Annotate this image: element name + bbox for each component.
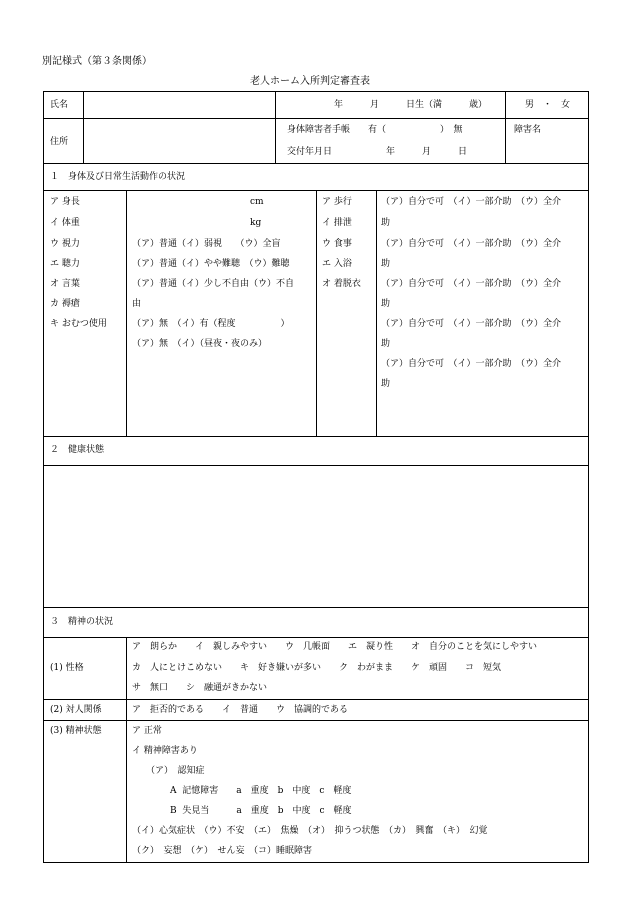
- rule: [43, 163, 588, 164]
- rule: [43, 720, 588, 721]
- adl-choice: （ア）自分で可 （イ）一部介助 （ウ）全介: [381, 319, 562, 329]
- rule: [505, 91, 506, 163]
- personality-options: カ 人にとけこめない キ 好き嫌いが多い ク わがまま ケ 頑固 コ 短気: [132, 663, 502, 673]
- name-label: 氏名: [50, 100, 69, 110]
- mental-normal: ア 正常: [132, 726, 162, 736]
- section2-heading: ２ 健康状態: [50, 445, 105, 455]
- adl-choice-cont: 助: [381, 379, 391, 389]
- mental-disorder: イ 精神障害あり: [132, 746, 198, 756]
- section1-heading: １ 身体及び日常生活動作の状況: [50, 172, 186, 182]
- personality-options: ア 朗らか イ 親しみやすい ウ 几帳面 エ 凝り性 オ 自分のことを気にしやすい: [132, 642, 538, 652]
- adl-choice: （ア）自分で可 （イ）一部介助 （ウ）全介: [381, 359, 562, 369]
- rule: [43, 607, 588, 608]
- weight-unit: kg: [250, 218, 262, 228]
- personality-label: (1) 性格: [50, 663, 84, 673]
- rule: [83, 91, 84, 163]
- body-item: キ おむつ使用: [50, 319, 107, 329]
- personality-options: サ 無口 シ 融通がきかない: [132, 683, 268, 693]
- adl-item: イ 排泄: [322, 218, 352, 228]
- address-label: 住所: [50, 137, 69, 147]
- mental-symptoms: （ク） 妄想 （ケ） せん妄 （コ）睡眠障害: [132, 846, 313, 856]
- rule: [316, 190, 317, 436]
- rule: [376, 190, 377, 436]
- diaper-options: （ア）無 （イ）（昼夜・夜のみ）: [132, 339, 268, 349]
- body-item: ア 身長: [50, 197, 80, 207]
- rule: [43, 91, 44, 863]
- disability-handbook: 身体障害者手帳 有（ ） 無: [287, 125, 463, 135]
- disability-name-label: 障害名: [514, 125, 542, 135]
- height-unit: cm: [250, 197, 264, 207]
- rule: [43, 862, 588, 863]
- mental-label: (3) 精神状態: [50, 726, 102, 736]
- adl-choice: （ア）自分で可 （イ）一部介助 （ウ）全介: [381, 239, 562, 249]
- rule: [43, 699, 588, 700]
- birth-date: 年 月 日生（満 歳）: [334, 100, 488, 110]
- form-label: 別記様式（第３条関係）: [42, 56, 152, 67]
- bedsore-options: （ア）無 （イ）有（程度 ）: [132, 319, 290, 329]
- rule: [126, 637, 127, 862]
- adl-item: ア 歩行: [322, 197, 352, 207]
- sex-field: 男 ・ 女: [525, 100, 571, 110]
- adl-choice-cont: 助: [381, 339, 391, 349]
- body-item: ウ 視力: [50, 239, 80, 249]
- rule: [275, 91, 276, 163]
- hearing-options: （ア）普通（イ）やや難聴 （ウ）難聴: [132, 259, 290, 269]
- rule: [43, 637, 588, 638]
- body-item: エ 聴力: [50, 259, 80, 269]
- adl-choice: （ア）自分で可 （イ）一部介助 （ウ）全介: [381, 279, 562, 289]
- body-item: カ 褥瘡: [50, 299, 80, 309]
- adl-choice-cont: 助: [381, 259, 391, 269]
- body-item: オ 言葉: [50, 279, 80, 289]
- relations-label: (2) 対人関係: [50, 705, 102, 715]
- adl-choice: （ア）自分で可 （イ）一部介助 （ウ）全介: [381, 197, 562, 207]
- rule: [43, 91, 588, 92]
- adl-choice-cont: 助: [381, 218, 391, 228]
- mental-symptoms: （イ）心気症状 （ウ）不安 （エ） 焦燥 （オ） 抑うつ状態 （カ） 興奮 （キ） 幻覚: [132, 826, 488, 836]
- rule: [43, 465, 588, 466]
- dementia: （ア） 認知症: [146, 766, 205, 776]
- adl-item: エ 入浴: [322, 259, 352, 269]
- speech-options: （ア）普通（イ）少し不自由（ウ）不自: [132, 279, 295, 289]
- rule: [43, 118, 588, 119]
- section3-heading: ３ 精神の状況: [50, 617, 114, 627]
- rule: [43, 436, 588, 437]
- adl-choice-cont: 助: [381, 299, 391, 309]
- issue-date: 交付年月日 年 月 日: [287, 147, 468, 157]
- page-title: 老人ホーム入所判定審査表: [250, 76, 370, 87]
- rule: [126, 190, 127, 436]
- disorientation: B 失見当 a 重度 b 中度 c 軽度: [170, 806, 352, 816]
- body-item: イ 体重: [50, 218, 80, 228]
- adl-item: ウ 食事: [322, 239, 352, 249]
- vision-options: （ア）普通（イ）弱視 （ウ）全盲: [132, 239, 281, 249]
- relations-options: ア 拒否的である イ 普通 ウ 協調的である: [132, 705, 349, 715]
- rule: [588, 91, 589, 863]
- adl-item: オ 着脱衣: [322, 279, 361, 289]
- memory-impairment: A 記憶障害 a 重度 b 中度 c 軽度: [170, 786, 352, 796]
- speech-options-cont: 由: [132, 299, 142, 309]
